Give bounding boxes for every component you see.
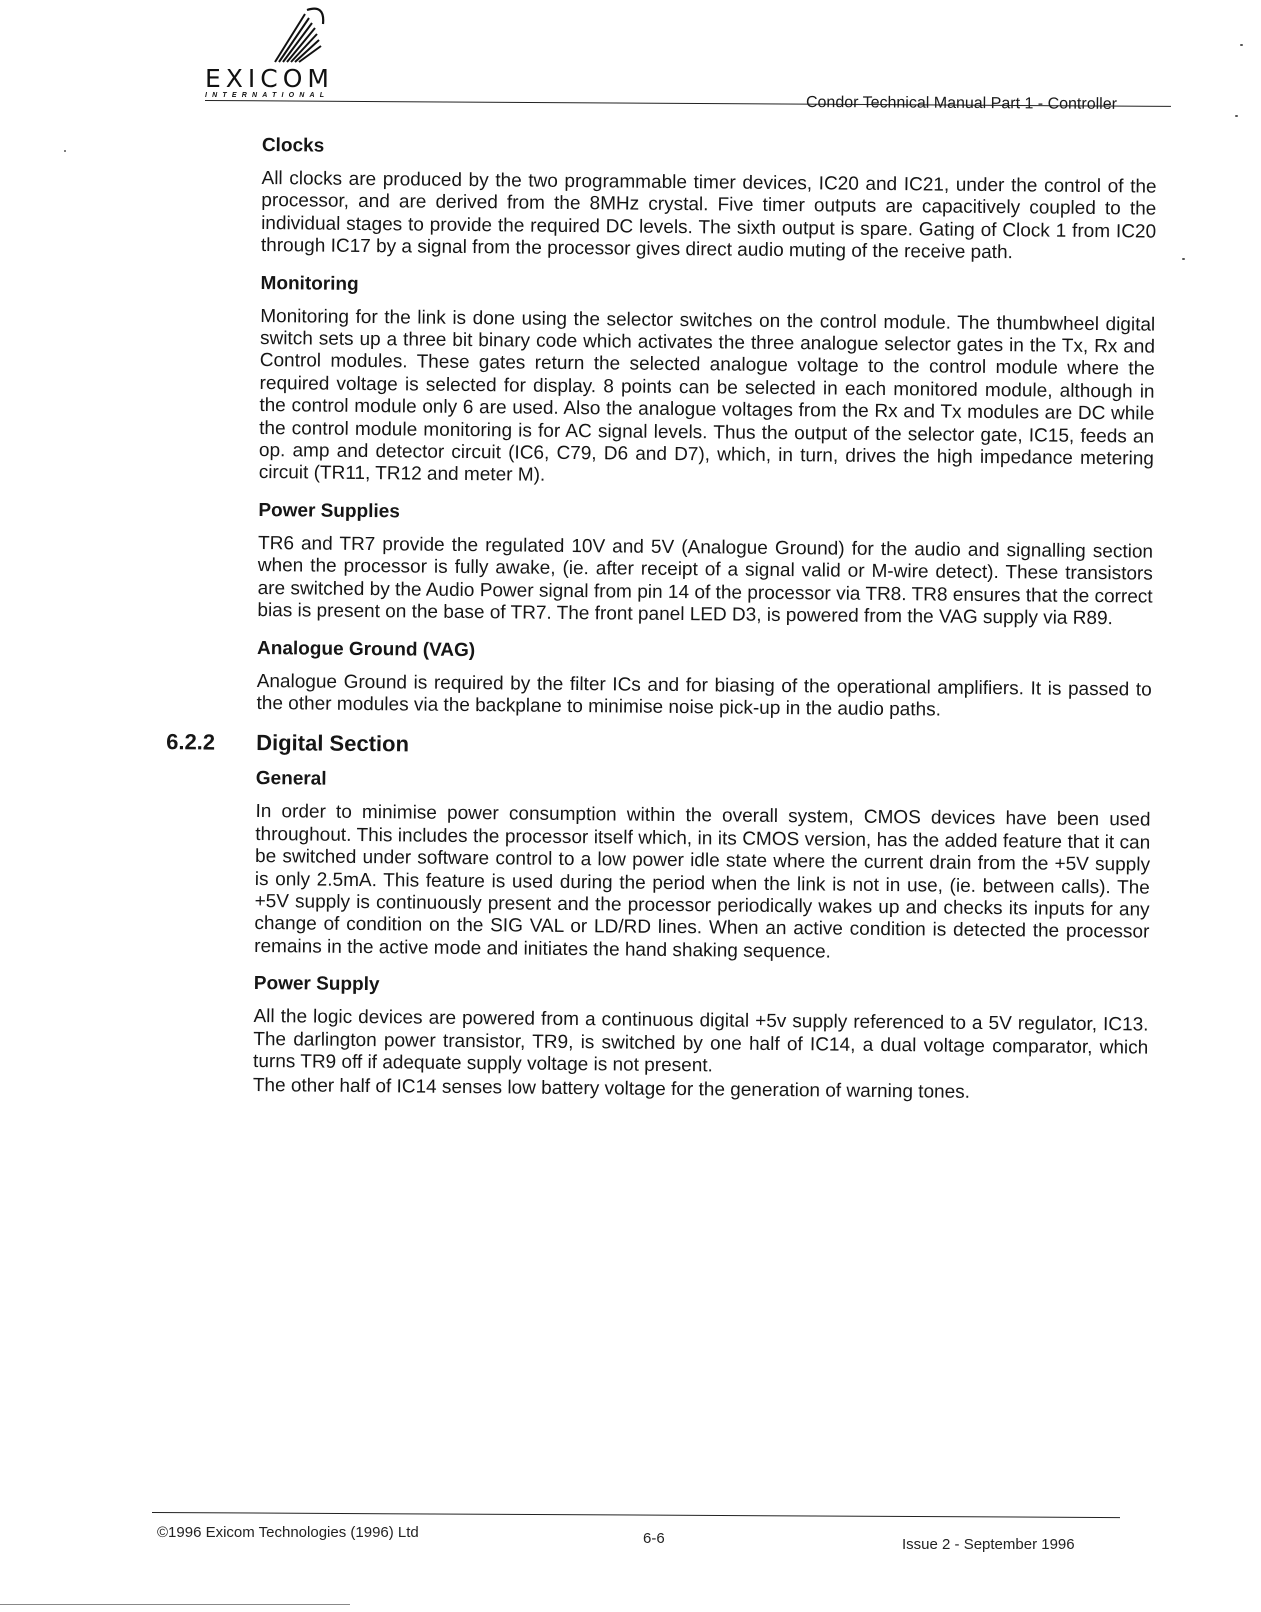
power-supplies-paragraph: TR6 and TR7 provide the regulated 10V and 5V (Analogue Ground) for the audio and signalling section when the processor is fully awake, (ie. after receipt of a signal valid or M-wire detect). These transistors are switched by the Audio Power signal from pin 14 of the processor via TR8. TR8 ensures that the correct bias is present on the base of TR7. The front panel LED D3, is powered from the VAG supply via R89.	[257, 532, 1154, 630]
monitoring-heading: Monitoring	[260, 272, 359, 295]
section-number: 6.2.2	[166, 729, 216, 755]
digital-section-heading	[166, 729, 1151, 766]
document-body	[166, 134, 1157, 1120]
footer-page-number: 6-6	[643, 1530, 665, 1547]
general-paragraph: In order to minimise power consumption within the overall system, CMOS devices have been used throughout. This includes the processor itself which, in its CMOS version, has the added feature that it can be switched under software control to a low power idle state where the current drain from the +5V supply is only 2.5mA. This feature is used during the period when the link is not in use, (ie. between calls). The +5V supply is continuously present and the processor periodically wakes up and checks its inputs for any change of condition on the SIG VAL or LD/RD lines. When an active condition is detected the processor remains in the active mode and initiates the hand shaking sequence.	[254, 801, 1151, 963]
footer-copyright: ©1996 Exicom Technologies (1996) Ltd	[157, 1524, 419, 1541]
logo-mark-icon	[255, 6, 345, 66]
general-heading: General	[255, 768, 327, 790]
exicom-logo	[205, 6, 375, 99]
logo-name: EXICOM	[205, 64, 334, 93]
clocks-heading: Clocks	[261, 134, 325, 157]
scan-speck	[1182, 258, 1185, 260]
clocks-paragraph: All clocks are produced by the two programmable timer devices, IC20 and IC21, under the control of the processor, and are derived from the 8MHz crystal. Five timer outputs are capacitively coupled to the individual stages to provide the required DC levels. The sixth output is spare. Gating of Clock 1 from IC20 through IC17 by a signal from the processor gives direct audio muting of the receive path.	[260, 167, 1157, 264]
analogue-ground-heading: Analogue Ground (VAG)	[256, 637, 476, 661]
power-supply-heading: Power Supply	[253, 973, 380, 996]
footer-issue: Issue 2 - September 1996	[902, 1536, 1075, 1553]
header-title: Condor Technical Manual Part 1 - Controller	[805, 94, 1118, 113]
scan-edge-line	[0, 1604, 350, 1605]
scan-speck	[1240, 44, 1243, 46]
power-supplies-heading: Power Supplies	[258, 499, 400, 523]
logo-subtitle: INTERNATIONAL	[205, 92, 330, 99]
footer-rule	[152, 1512, 1120, 1518]
monitoring-paragraph: Monitoring for the link is done using the selector switches on the control module. The thumbwheel digital switch sets up a three bit binary code which activates the three analogue selector gates in the Tx, Rx and Control modules. These gates return the selected analogue voltage to the control module where the required voltage is selected for display. 8 points can be selected in each monitored module, although in the control module only 6 are used. Also the analogue voltages from the Rx and Tx modules are DC while the control module monitoring is for AC signal levels. Thus the output of the selector gate, IC15, feeds an op. amp and detector circuit (IC6, C79, D6 and D7), which, in turn, drives the high impedance metering circuit (TR11, TR12 and meter M).	[258, 305, 1156, 487]
scan-speck	[1235, 115, 1238, 117]
section-title: Digital Section	[256, 730, 410, 757]
scan-speck	[64, 150, 66, 152]
analogue-ground-paragraph: Analogue Ground is required by the filter ICs and for biasing of the operational amplifiers. It is passed to the other modules via the backplane to minimise noise pick-up in the audio paths.	[256, 670, 1152, 721]
power-supply-paragraph-2: The other half of IC14 senses low battery voltage for the generation of warning tones.	[252, 1075, 971, 1104]
power-supply-paragraph: All the logic devices are powered from a continuous digital +5v supply referenced to a 5V regulator, IC13. The darlington power transistor, TR9, is switched by one half of IC14, a dual voltage comparator, which turns TR9 off if adequate supply voltage is not present.	[252, 1006, 1149, 1077]
